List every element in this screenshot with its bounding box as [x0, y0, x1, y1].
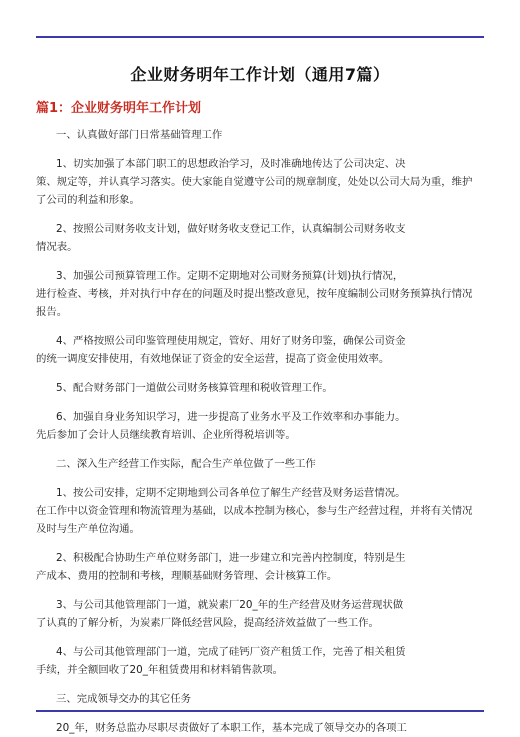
bottom-divider — [36, 710, 484, 712]
text-line: 情况表。 — [36, 241, 78, 253]
text-line: 三、完成领导交办的其它任务 — [56, 693, 192, 705]
text-line: 二、深入生产经营工作实际，配合生产单位做了一些工作 — [56, 458, 316, 470]
text-line: 20_年，财务总监办尽职尽责做好了本职工作，基本完成了领导交办的各项工 — [56, 722, 407, 734]
text-line: 及时与生产单位沟通。 — [36, 523, 140, 535]
text-line: 一、认真做好部门日常基础管理工作 — [56, 129, 223, 141]
text-line: 5、配合财务部门一道做公司财务核算管理和税收管理工作。 — [56, 382, 333, 394]
text-line: 了公司的利益和形象。 — [36, 194, 140, 206]
section-heading: 篇1：企业财务明年工作计划 — [36, 101, 202, 116]
text-line: 产成本、费用的控制和考核，理顺基础财务管理、会计核算工作。 — [36, 570, 338, 582]
text-line: 2、按照公司财务收支计划，做好财务收支登记工作，认真编制公司财务收支 — [56, 223, 406, 235]
text-line: 2、积极配合协助生产单位财务部门，进一步建立和完善内控制度，特别是生 — [56, 552, 406, 564]
text-line: 在工作中以资金管理和物流管理为基础，以成本控制为核心，参与生产经营过程，并将有关情况 — [36, 505, 473, 517]
text-line: 1、切实加强了本部门职工的思想政治学习，及时准确地传达了公司决定、决 — [56, 158, 406, 170]
text-line: 先后参加了会计人员继续教育培训、企业所得税培训等。 — [36, 429, 296, 441]
text-line: 手续，并全额回收了20_年租赁费用和材料销售款项。 — [36, 664, 284, 676]
text-line: 进行检查、考核，并对执行中存在的问题及时提出整改意见，按年度编制公司财务预算执行情况 — [36, 288, 473, 300]
text-line: 1、按公司安排，定期不定期地到公司各单位了解生产经营及财务运营情况。 — [56, 487, 406, 499]
text-line: 了认真的了解分析，为炭素厂降低经营风险，提高经济效益做了一些工作。 — [36, 617, 379, 629]
text-line: 3、加强公司预算管理工作。定期不定期地对公司财务预算(计划)执行情况， — [56, 270, 404, 282]
text-line: 报告。 — [36, 306, 68, 318]
text-line: 4、与公司其他管理部门一道，完成了硅钙厂资产租赁工作，完善了相关租赁 — [56, 646, 406, 658]
text-line: 6、加强自身业务知识学习，进一步提高了业务水平及工作效率和办事能力。 — [56, 411, 406, 423]
document-title: 企业财务明年工作计划（通用7篇） — [130, 65, 390, 84]
document-body — [36, 126, 484, 737]
text-line: 4、严格按照公司印鉴管理使用规定，管好、用好了财务印鉴，确保公司资金 — [56, 335, 406, 347]
text-line: 3、与公司其他管理部门一道，就炭素厂20_年的生产经营及财务运营现状做 — [56, 599, 404, 611]
text-line: 的统一调度安排使用，有效地保证了资金的安全运营，提高了资金使用效率。 — [36, 353, 390, 365]
text-line: 策、规定等，并认真学习落实。使大家能自觉遵守公司的规章制度，处处以公司大局为重，维护 — [36, 176, 473, 188]
top-divider — [36, 36, 484, 38]
